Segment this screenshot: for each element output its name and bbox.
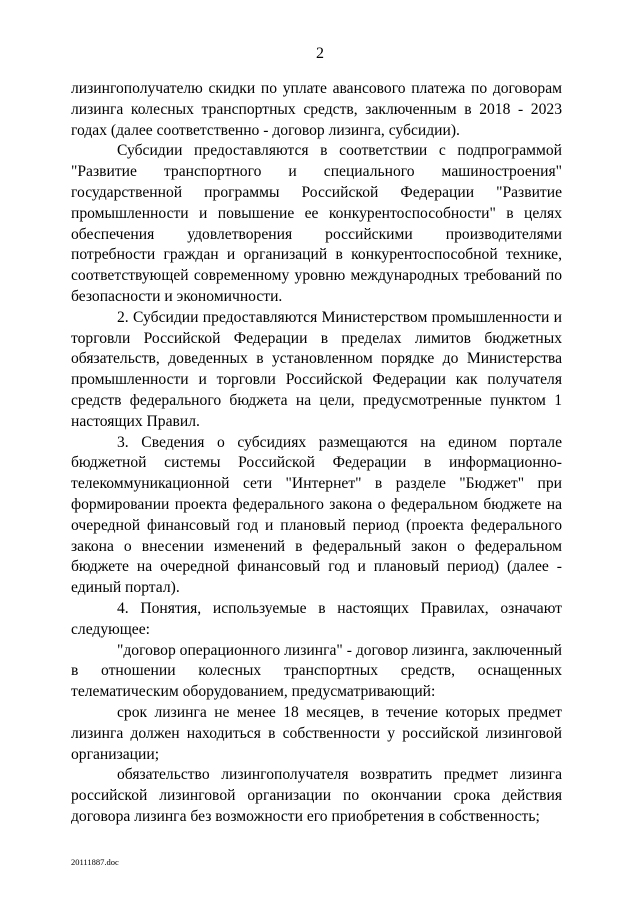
paragraph-clause-2: 2. Субсидии предоставляются Министерством промышленности и торговли Российской Федерации в пределах лимитов бюджетных обязательств, доведенных в установленном порядке до Министерства промышленности и торговли Российской Федерации как получателя средств федерального бюджета на цели, предусмотренные пунктом 1 настоящих Правил. xyxy=(71,308,562,430)
paragraph-return-obligation: обязательство лизингополучателя возвратить предмет лизинга российской лизинговой организации по окончании срока действия договора лизинга без возможности его приобретения в собственность; xyxy=(71,766,562,825)
paragraph-operating-lease-definition: "договор операционного лизинга" - договор лизинга, заключенный в отношении колесных транспортных средств, оснащенных телематическим оборудованием, предусматривающий: xyxy=(71,641,562,701)
paragraph-intro-continuation: лизингополучателю скидки по уплате авансового платежа по договорам лизинга колесных транспортных средств, заключенным в 2018 - 2023 годах (далее соответственно - договор лизинга, субсидии). xyxy=(71,80,562,139)
paragraph-clause-4: 4. Понятия, используемые в настоящих Правилах, означают следующее: xyxy=(71,599,562,638)
page-number: 2 xyxy=(316,45,324,62)
footer-file-code: 20111887.doc xyxy=(71,857,119,867)
paragraph-lease-term: срок лизинга не менее 18 месяцев, в течение которых предмет лизинга должен находиться в собственности у российской лизинговой организации; xyxy=(71,703,562,763)
paragraph-subsidy-purpose: Субсидии предоставляются в соответствии с подпрограммой "Развитие транспортного и специального машиностроения" государственной программы Российской Федерации "Развитие промышленности и повышение ее конкурентоспособности" в целях обеспечения удовлетворения российскими производителями потребности граждан и организаций в конкурентоспособной технике, соответствующей современному уровню международных требований по безопасности и экономичности. xyxy=(71,142,562,305)
document-body xyxy=(71,79,562,828)
paragraph-clause-3: 3. Сведения о субсидиях размещаются на едином портале бюджетной системы Российской Федерации в информационно-телекоммуникационной сети "Интернет" в разделе "Бюджет" при формировании проекта федерального закона о федеральном бюджете на очередной финансовый год и плановый период (проекта федерального закона о внесении изменений в федеральный закон о федеральном бюджете на очередной финансовый год и плановый период) (далее - единый портал). xyxy=(71,433,562,597)
